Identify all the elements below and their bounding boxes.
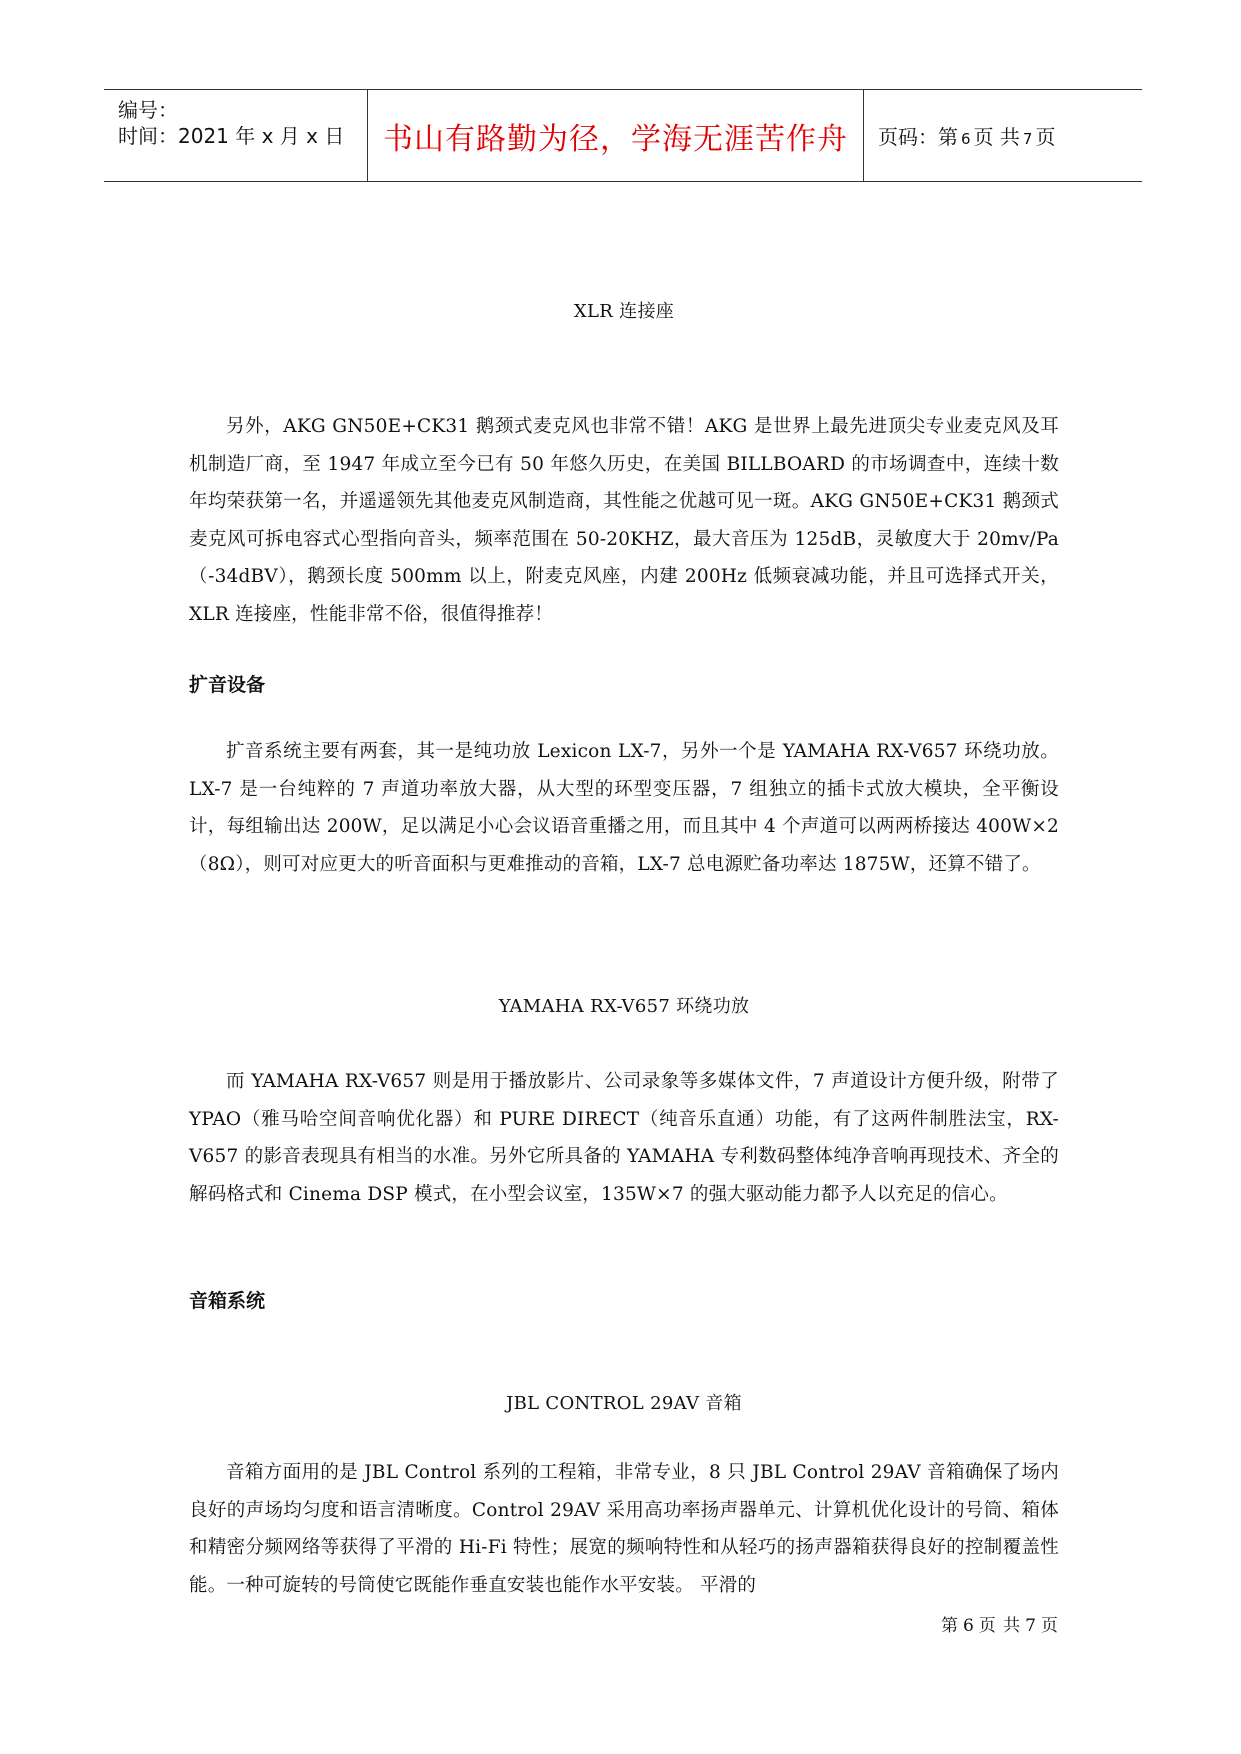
caption-yamaha: YAMAHA RX-V657 环绕功放 xyxy=(498,996,750,1017)
header-meta-cell xyxy=(104,90,368,181)
header-page-number xyxy=(878,121,1055,150)
page-prefix: 页码：第 xyxy=(878,125,958,149)
page-total: 7 xyxy=(1022,130,1033,148)
caption-xlr: XLR 连接座 xyxy=(573,301,675,322)
motto-text: 书山有路勤为径，学海无涯苦作舟 xyxy=(383,121,848,157)
header-page-cell xyxy=(864,90,1142,181)
footer-prefix: 第 xyxy=(940,1616,959,1636)
page-mid: 页 共 xyxy=(973,125,1020,149)
footer-mid: 页 共 xyxy=(978,1616,1022,1636)
serial-label: 编号： xyxy=(118,98,178,122)
footer-total: 7 xyxy=(1025,1616,1037,1636)
page-footer xyxy=(189,1611,1059,1636)
heading-speakers: 音箱系统 xyxy=(189,1290,266,1312)
time-label: 时间：2021 年 x 月 x 日 xyxy=(118,124,345,148)
page-current: 6 xyxy=(961,130,971,148)
paragraph-akg: 另外，AKG GN50E+CK31 鹅颈式麦克风也非常不错！AKG 是世界上最先进顶尖专业麦克风及耳机制造厂商，至 1947 年成立至今已有 50 年悠久历史，在美国 BILLBOARD 的市场调查中，连续十数年均荣获第一名，并遥遥领先其他麦克风制造商，其性能之优越可见一斑。AKG GN50E+CK31 鹅颈式麦克风可拆电容式心型指向音头，频率范围在 50-20KHZ，最大音压为 125dB，灵敏度大于 20mv/Pa（-34dBV），鹅颈长度 500mm 以上，附麦克风座，内建 200Hz 低频衰减功能，并且可选择式开关，XLR 连接座，性能非常不俗，很值得推荐！ xyxy=(189,416,1059,625)
paragraph-yamaha: 而 YAMAHA RX-V657 则是用于播放影片、公司录象等多媒体文件，7 声道设计方便升级，附带了 YPAO（雅马哈空间音响优化器）和 PURE DIRECT（纯音乐直通）功能，有了这两件制胜法宝，RX-V657 的影音表现具有相当的水准。另外它所具备的 YAMAHA 专利数码整体纯净音响再现技术、齐全的解码格式和 Cinema DSP 模式，在小型会议室，135W×7 的强大驱动能力都予人以充足的信心。 xyxy=(189,1071,1059,1205)
footer-suffix: 页 xyxy=(1041,1616,1059,1636)
paragraph-amplifier: 扩音系统主要有两套，其一是纯功放 Lexicon LX-7，另外一个是 YAMAHA RX-V657 环绕功放。LX-7 是一台纯粹的 7 声道功率放大器，从大型的环型变压器，7 组独立的插卡式放大模块，全平衡设计，每组输出达 200W，足以满足小心会议语音重播之用，而且其中 4 个声道可以两两桥接达 400W×2（8Ω），则可对应更大的听音面积与更难推动的音箱，LX-7 总电源贮备功率达 1875W，还算不错了。 xyxy=(189,741,1059,875)
page-header xyxy=(104,89,1142,182)
caption-jbl: JBL CONTROL 29AV 音箱 xyxy=(506,1393,742,1414)
footer-current: 6 xyxy=(962,1616,975,1636)
header-motto-cell xyxy=(368,90,864,181)
page-suffix: 页 xyxy=(1035,125,1056,149)
paragraph-jbl: 音箱方面用的是 JBL Control 系列的工程箱，非常专业，8 只 JBL Control 29AV 音箱确保了场内良好的声场均匀度和语言清晰度。Control 29AV 采用高功率扬声器单元、计算机优化设计的号筒、箱体和精密分频网络等获得了平滑的 Hi-Fi 特性；展宽的频响特性和从轻巧的扬声器箱获得良好的控制覆盖性能。一种可旋转的号筒使它既能作垂直安装也能作水平安装。 平滑的 xyxy=(189,1462,1059,1596)
heading-amplifier: 扩音设备 xyxy=(189,674,266,696)
